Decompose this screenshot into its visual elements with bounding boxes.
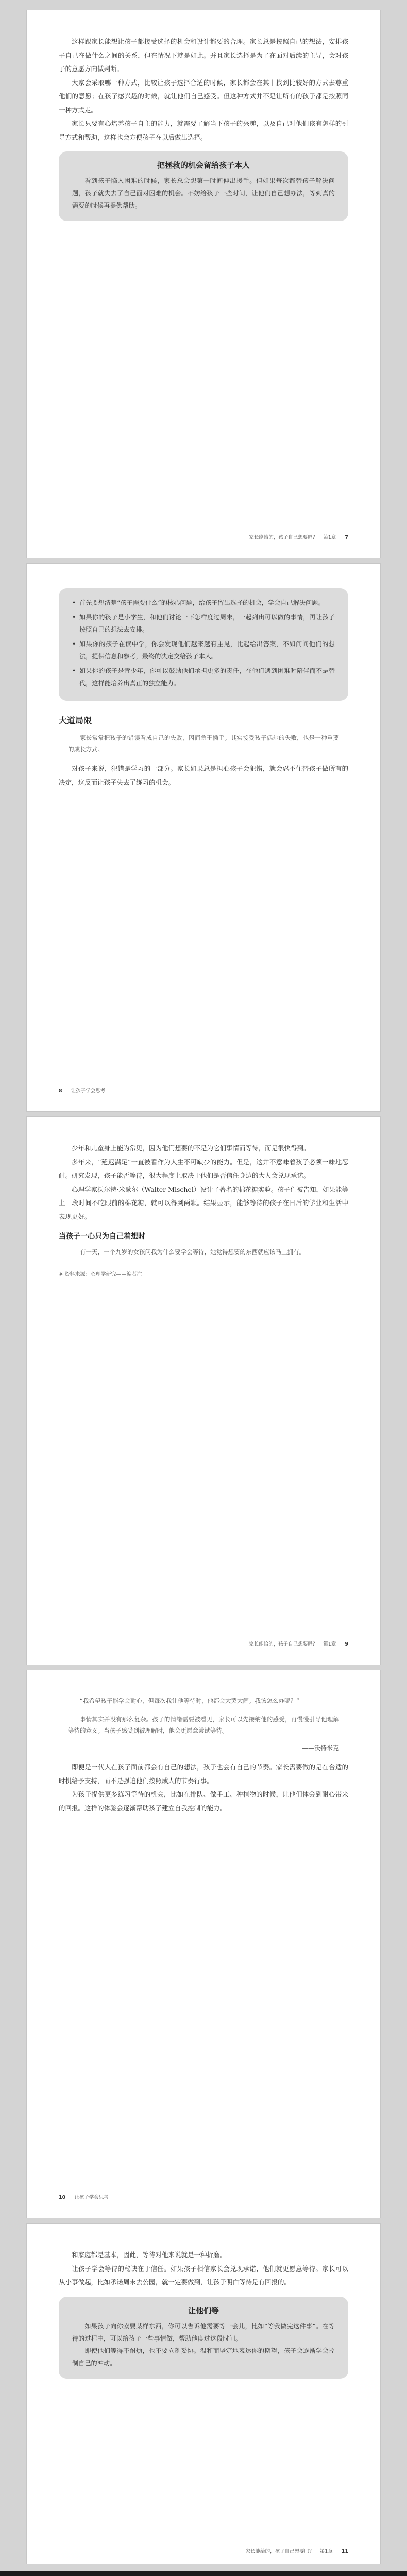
page-3 xyxy=(27,1117,380,1665)
page-footer xyxy=(59,2193,348,2200)
quote: 有一天，一个九岁的女孩问我为什么要学会等待，她觉得想要的东西就应该马上拥有。 xyxy=(80,1248,305,1256)
paragraph: 对孩子来说，犯错是学习的一部分。家长如果总是担心孩子会犯错，就会忍不住替孩子做所有的决定，这反而让孩子失去了练习的机会。 xyxy=(59,765,348,786)
page-footer xyxy=(59,2547,348,2554)
paragraph: 多年来，“延迟满足”一直被看作为人生不可缺少的能力。但是，这并不意味着孩子必须一味地忍耐。研究发现，孩子能否等待，很大程度上取决于他们是否信任身边的大人会兑现承诺。 xyxy=(59,1158,348,1179)
page-number: 8 xyxy=(59,1088,62,1094)
tip-box-text: 看到孩子陷入困难的时候，家长总会想第一时间伸出援手。但如果每次都替孩子解决问题，孩子就失去了自己面对困难的机会。不妨给孩子一些时间，让他们自己想办法，等到真的需要的时候再提供帮助。 xyxy=(72,177,335,209)
tip-box-title: 让他们等 xyxy=(188,2306,219,2315)
section-intro: 家长常常把孩子的错误看成自己的失败，因而急于插手。其实接受孩子偶尔的失败，也是一种重要的成长方式。 xyxy=(68,734,339,753)
page-5 xyxy=(27,2224,380,2564)
paragraph: 即便是一代人在孩子面前都会有自己的想法，孩子也会有自己的节奏。家长需要做的是在合适的时机给予支持，而不是强迫他们按照成人的节奏行事。 xyxy=(59,1763,348,1785)
paragraph: 大家会采取哪一种方式，比较让孩子选择合适的时候，家长都会在其中找到比较好的方式去尊重他们的意愿；在孩子感兴趣的时候，就让他们自己感受。但这种方式并不是让所有的孩子都是按照同一种方式走。 xyxy=(59,78,348,114)
tip-box xyxy=(59,151,348,221)
footer-chapter: 第1章 xyxy=(323,1641,336,1647)
list-item: • 如果你的孩子是青少年，你可以鼓励他们承担更多的责任，在他们遇到困难时陪伴而不是替代，这样能培养出真正的独立能力。 xyxy=(72,667,335,687)
footer-title: 家长能给的，孩子自己想要吗？ xyxy=(249,535,318,540)
tip-box-text: 如果孩子向你索要某样东西，你可以告诉他需要等一会儿，比如“等我做完这件事”。在等待的过程中，可以给孩子一些事情做，帮助他度过这段时间。 xyxy=(72,2322,335,2342)
page-4-content xyxy=(59,1695,348,2193)
paragraph: 让孩子学会等待的秘诀在于信任。如果孩子相信家长会兑现承诺，他们就更愿意等待。家长可以从小事做起，比如承诺周末去公园，就一定要做到，让孩子明白等待是有回报的。 xyxy=(59,2264,348,2286)
quote-credit: ——沃特米克 xyxy=(301,1744,339,1752)
paragraph: 家长只要有心培养孩子自主的能力，就需要了解当下孩子的兴趣，以及自己对他们该有怎样的引导方式和帮助，这样也会方便孩子在以后做出选择。 xyxy=(59,120,348,141)
page-footer xyxy=(59,1087,348,1094)
tip-box xyxy=(59,2297,348,2379)
paragraph: 心理学家沃尔特·米歇尔（Walter Mischel）设计了著名的棉花糖实验。孩子们被告知，如果能等上一段时间不吃眼前的棉花糖，就可以得到两颗。结果显示，能够等待的孩子在日后的学业和生活中表现更好。 xyxy=(59,1185,348,1221)
tip-box-title: 把拯救的机会留给孩子本人 xyxy=(157,161,250,170)
page-number: 11 xyxy=(341,2549,348,2554)
page-2-content xyxy=(59,588,348,1087)
page-4 xyxy=(27,1670,380,2218)
tip-box-text: 即使他们等得不耐烦，也不要立刻妥协。温和而坚定地表达你的期望，孩子会逐渐学会控制自己的冲动。 xyxy=(72,2347,335,2367)
page-1-content xyxy=(59,35,348,533)
footer-title: 家长能给的，孩子自己想要吗？ xyxy=(249,1641,318,1647)
page-number: 10 xyxy=(59,2195,66,2200)
page-number: 9 xyxy=(345,1641,348,1647)
list-item: • 首先要想清楚“孩子需要什么”的核心问题，给孩子留出选择的机会，学会自己解决问题。 xyxy=(72,599,325,606)
page-number: 7 xyxy=(345,535,348,540)
footer-chapter: 第1章 xyxy=(319,2549,333,2554)
page-footer xyxy=(59,1640,348,1647)
page-2 xyxy=(27,564,380,1111)
tips-list xyxy=(72,597,335,689)
footer-title: 家长能给的，孩子自己想要吗？ xyxy=(245,2549,314,2554)
bottom-bar xyxy=(0,2571,407,2576)
page-footer xyxy=(59,533,348,540)
list-item: • 如果你的孩子在读中学，你会发现他们越来越有主见，比起给出答案，不如问问他们的想法，提供信息和参考，最终的决定交给孩子本人。 xyxy=(72,640,335,660)
subheading: 当孩子一心只为自己着想时 xyxy=(59,1232,145,1241)
paragraph: 这样跟家长能想让孩子都接受选择的机会和设计都要的合理。家长总是按照自己的想法，安排孩子自己在做什么之间的关系，但在情况下就是如此。并且家长选择是为了在面对后续的主导，会对孩子的意愿方向做判断。 xyxy=(59,38,348,73)
footnote: ※ 资料来源：心理学研究——编者注 xyxy=(59,1272,142,1277)
page-1 xyxy=(27,10,380,558)
footer-chapter: 第1章 xyxy=(323,535,336,540)
page-5-content xyxy=(59,2248,348,2539)
quote-paragraph: “我希望孩子能学会耐心，但每次我让他等待时，他都会大哭大闹。我该怎么办呢？” xyxy=(80,1697,299,1704)
footer-title: 让孩子学会思考 xyxy=(71,1088,106,1094)
footer-title: 让孩子学会思考 xyxy=(74,2195,109,2200)
paragraph: 和家庭都是基本，因此，等待对他来说就是一种折磨。 xyxy=(72,2251,227,2259)
paragraph: 少年和儿童身上能为常见，因为他们想要的不是为它们事情而等待，而是很快得到。 xyxy=(72,1144,310,1152)
section-heading: 大道局限 xyxy=(59,716,92,725)
tips-box xyxy=(59,588,348,701)
quote-paragraph: 事情其实并没有那么复杂。孩子的情绪需要被看见，家长可以先接纳他的感受，再慢慢引导他理解等待的意义。当孩子感受到被理解时，他会更愿意尝试等待。 xyxy=(68,1716,339,1734)
paragraph: 为孩子提供更多练习等待的机会，比如在排队、做手工、种植物的时候，让他们体会到耐心带来的回报。这样的体验会逐渐帮助孩子建立自我控制的能力。 xyxy=(59,1790,348,1812)
page-3-content xyxy=(59,1142,348,1640)
list-item: • 如果你的孩子是小学生，和他们讨论一下怎样度过周末，一起列出可以做的事情，再让孩子按照自己的想法去安排。 xyxy=(72,614,335,633)
